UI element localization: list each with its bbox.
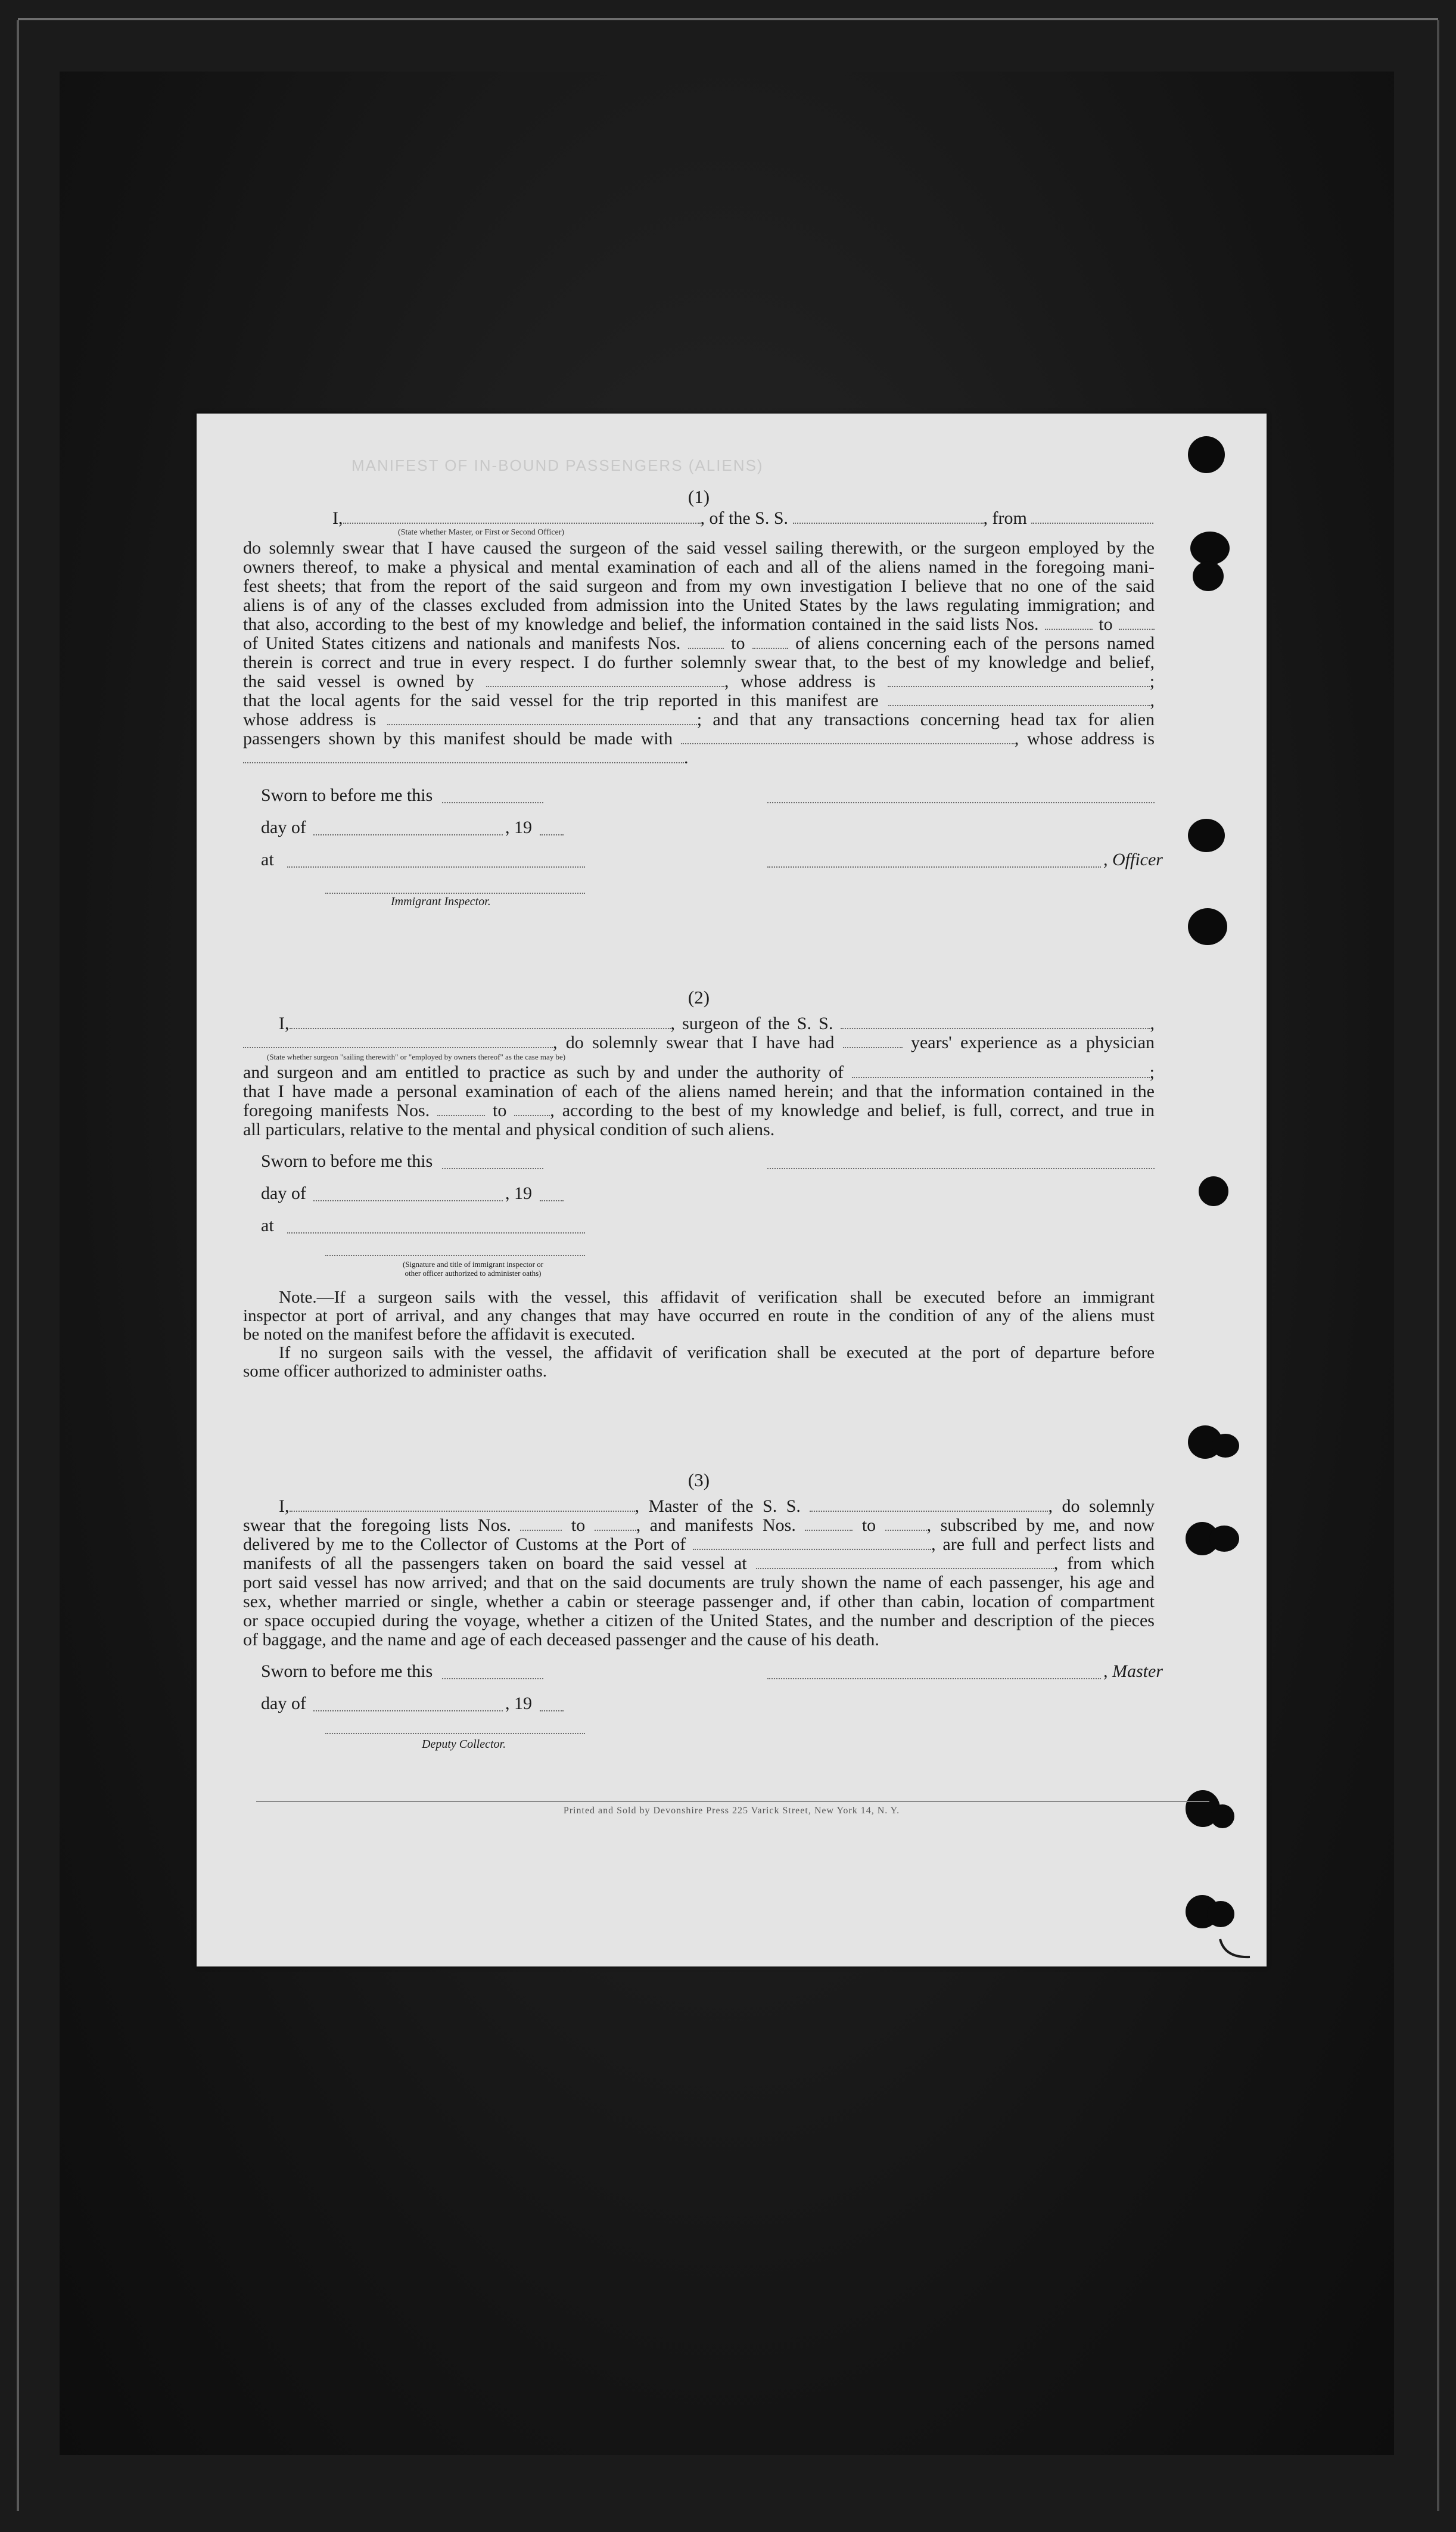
master-name-field[interactable] [290, 1498, 635, 1512]
list-nos-to-field[interactable] [1119, 616, 1155, 630]
bleed-through-text: MANIFEST OF IN-BOUND PASSENGERS (ALIENS) [351, 456, 764, 474]
sworn-row: Sworn to before me this [243, 781, 1155, 813]
opening-line: I, , of the S. S. , from [243, 509, 1155, 528]
punch-hole [1190, 532, 1230, 565]
inspector-caption: Immigrant Inspector. [391, 895, 491, 908]
body-line: passengers shown by this manifest should be made with , whose address is [243, 729, 1155, 748]
body-line: delivered by me to the Collector of Customs at the Port of , are full and perfect lists and [243, 1535, 1155, 1554]
agents-field[interactable] [888, 692, 1150, 706]
footer-rule [256, 1801, 1209, 1802]
ship-name-field[interactable] [793, 509, 984, 524]
punch-hole [1188, 819, 1225, 852]
sworn-row: Sworn to before me this , Master [261, 1661, 1163, 1681]
scan-border-left [17, 20, 19, 2511]
inspector-signature-line[interactable] [325, 1255, 585, 1256]
section-number: (3) [687, 1470, 710, 1490]
punch-hole [1199, 1176, 1228, 1206]
year-field[interactable] [540, 1697, 564, 1711]
scan-border-top [18, 18, 1438, 20]
name-field[interactable] [343, 509, 701, 524]
authority-field[interactable] [852, 1064, 1150, 1078]
body-line: or space occupied during the voyage, whether a citizen of the United States, and the number and description of the pieces [243, 1611, 1155, 1630]
owner-address-field[interactable] [888, 673, 1150, 687]
scan-border-right [1437, 20, 1439, 2511]
place-field[interactable] [287, 853, 585, 868]
body-line: , do solemnly swear that I have had years' experience as a physician [243, 1033, 1155, 1052]
body-line: swear that the foregoing lists Nos. to , and manifests Nos. to , subscribed by me, and now [243, 1516, 1155, 1535]
note-line: inspector at port of arrival, and any changes that may have occurred en route in the condition of any of the aliens must [243, 1306, 1155, 1325]
surgeon-name-field[interactable] [290, 1015, 671, 1029]
year-field[interactable] [540, 821, 564, 835]
list-from-field[interactable] [520, 1517, 562, 1531]
inspector-row [243, 877, 1155, 901]
note-line: Note.—If a surgeon sails with the vessel, this affidavit of verification shall be executed before an immigrant [279, 1288, 1155, 1307]
printer-imprint: Printed and Sold by Devonshire Press 225 Varick Street, New York 14, N. Y. [563, 1806, 900, 1816]
signature-line[interactable] [767, 802, 1155, 803]
ship-name-field[interactable] [841, 1015, 1150, 1029]
section-number: (1) [687, 486, 710, 507]
list-to-field[interactable] [595, 1517, 636, 1531]
body-line: of United States citizens and nationals and manifests Nos. to of aliens concerning each of the persons named [243, 634, 1155, 653]
date-row: day of , 19 [243, 813, 1155, 845]
sworn-date-field[interactable] [442, 1155, 543, 1169]
body-line: foregoing manifests Nos. to , according to the best of my knowledge and belief, is full, correct, and true in [243, 1101, 1155, 1120]
place-row: at [243, 1211, 1155, 1243]
document-page [197, 414, 1267, 1966]
body-line: all particulars, relative to the mental and physical condition of such aliens. [243, 1120, 775, 1139]
month-field[interactable] [313, 1697, 503, 1711]
section-1-master-affidavit [243, 485, 1163, 919]
body-line: do solemnly swear that I have caused the surgeon of the said vessel sailing therewith, or the surgeon employed by the [243, 539, 1155, 558]
place-field[interactable] [287, 1219, 585, 1234]
from-port-field[interactable] [1031, 509, 1155, 524]
body-line: that I have made a personal examination of each of the aliens named herein; and that the information contained in the [243, 1082, 1155, 1101]
punch-hole [1212, 1434, 1239, 1458]
manifest-from-field[interactable] [805, 1517, 853, 1531]
list-nos-from-field[interactable] [1045, 616, 1093, 630]
place-row: at , Officer [261, 850, 1163, 869]
surgeon-status-field[interactable] [243, 1034, 553, 1048]
head-tax-address-field[interactable] [243, 749, 684, 763]
owner-field[interactable] [486, 673, 724, 687]
body-line: fest sheets; that from the report of the said surgeon and from my own investigation I believe that no one of the said [243, 577, 1155, 596]
note-line: If no surgeon sails with the vessel, the affidavit of verification shall be executed at the port of departure before [279, 1343, 1155, 1362]
body-line: therein is correct and true in every respect. I do further solemnly swear that, to the best of my knowledge and belief, [243, 653, 1155, 672]
sworn-row: Sworn to before me this [243, 1147, 1155, 1179]
date-row: day of , 19 [243, 1689, 1155, 1721]
body-line: whose address is ; and that any transactions concerning head tax for alien [243, 710, 1155, 729]
year-field[interactable] [540, 1187, 564, 1201]
punch-hole [1193, 561, 1224, 591]
collector-signature-line[interactable] [325, 1733, 585, 1734]
section-number: (2) [687, 987, 710, 1008]
officer-signature-line[interactable] [767, 866, 1101, 868]
body-line: manifests of all the passengers taken on board the said vessel at , from which [243, 1554, 1155, 1573]
punch-hole [1188, 908, 1227, 945]
body-line: aliens is of any of the classes excluded from admission into the United States by the laws regulating immigration; and [243, 596, 1155, 615]
manifest-to-field[interactable] [514, 1102, 550, 1116]
signature-caption: (Signature and title of immigrant inspector or other officer authorized to administer oaths) [402, 1260, 544, 1278]
note-line: be noted on the manifest before the affidavit is executed. [243, 1325, 636, 1344]
opening-line: I, , Master of the S. S. , do solemnly [279, 1497, 1155, 1516]
head-tax-agent-field[interactable] [681, 730, 1015, 744]
manifest-nos-to-field[interactable] [752, 635, 788, 649]
manifest-to-field[interactable] [885, 1517, 927, 1531]
month-field[interactable] [313, 821, 503, 835]
caption: (State whether surgeon "sailing therewith" or "employed by owners thereof" as the case may be) [267, 1052, 566, 1061]
ship-name-field[interactable] [810, 1498, 1048, 1512]
sworn-date-field[interactable] [442, 1665, 543, 1679]
body-line: port said vessel has now arrived; and that on the said documents are truly shown the name of each passenger, his age and [243, 1573, 1155, 1592]
departure-port-field[interactable] [756, 1555, 1054, 1569]
port-field[interactable] [693, 1536, 931, 1550]
body-line: of baggage, and the name and age of each deceased passenger and the cause of his death. [243, 1630, 879, 1649]
punch-hole [1188, 436, 1225, 473]
collector-row [243, 1721, 1155, 1742]
note-line: some officer authorized to administer oaths. [243, 1362, 547, 1381]
manifest-from-field[interactable] [437, 1102, 485, 1116]
body-line: the said vessel is owned by , whose address is ; [243, 672, 1155, 691]
collector-caption: Deputy Collector. [422, 1738, 506, 1751]
body-line: and surgeon and am entitled to practice as such by and under the authority of ; [243, 1063, 1155, 1082]
years-field[interactable] [843, 1034, 903, 1048]
signature-line[interactable] [767, 1168, 1155, 1169]
body-line: that also, according to the best of my knowledge and belief, the information contained in the said lists Nos. to [243, 615, 1155, 634]
body-line: owners thereof, to make a physical and mental examination of each and all of the aliens named in the foregoing mani- [243, 558, 1155, 577]
pencil-check-mark [1214, 1903, 1256, 1963]
section-2-surgeon-affidavit [243, 986, 1155, 1381]
caption: (State whether Master, or First or Second Officer) [398, 528, 565, 537]
sworn-date-field[interactable] [442, 789, 543, 803]
date-row: day of , 19 [243, 1179, 1155, 1211]
manifest-nos-from-field[interactable] [688, 635, 724, 649]
master-signature-line[interactable] [767, 1678, 1101, 1679]
punch-hole [1209, 1526, 1239, 1552]
inspector-signature-line[interactable] [325, 893, 585, 894]
body-line: . [243, 748, 1155, 768]
section-3-master-declaration [243, 1468, 1163, 1760]
month-field[interactable] [313, 1187, 503, 1201]
body-line: sex, whether married or single, whether a cabin or steerage passenger and, if other than cabin, location of compartment [243, 1592, 1155, 1611]
body-line: that the local agents for the said vessel for the trip reported in this manifest are , [243, 691, 1155, 710]
agent-address-field[interactable] [387, 711, 697, 725]
opening-line: I, , surgeon of the S. S. , [279, 1014, 1155, 1033]
